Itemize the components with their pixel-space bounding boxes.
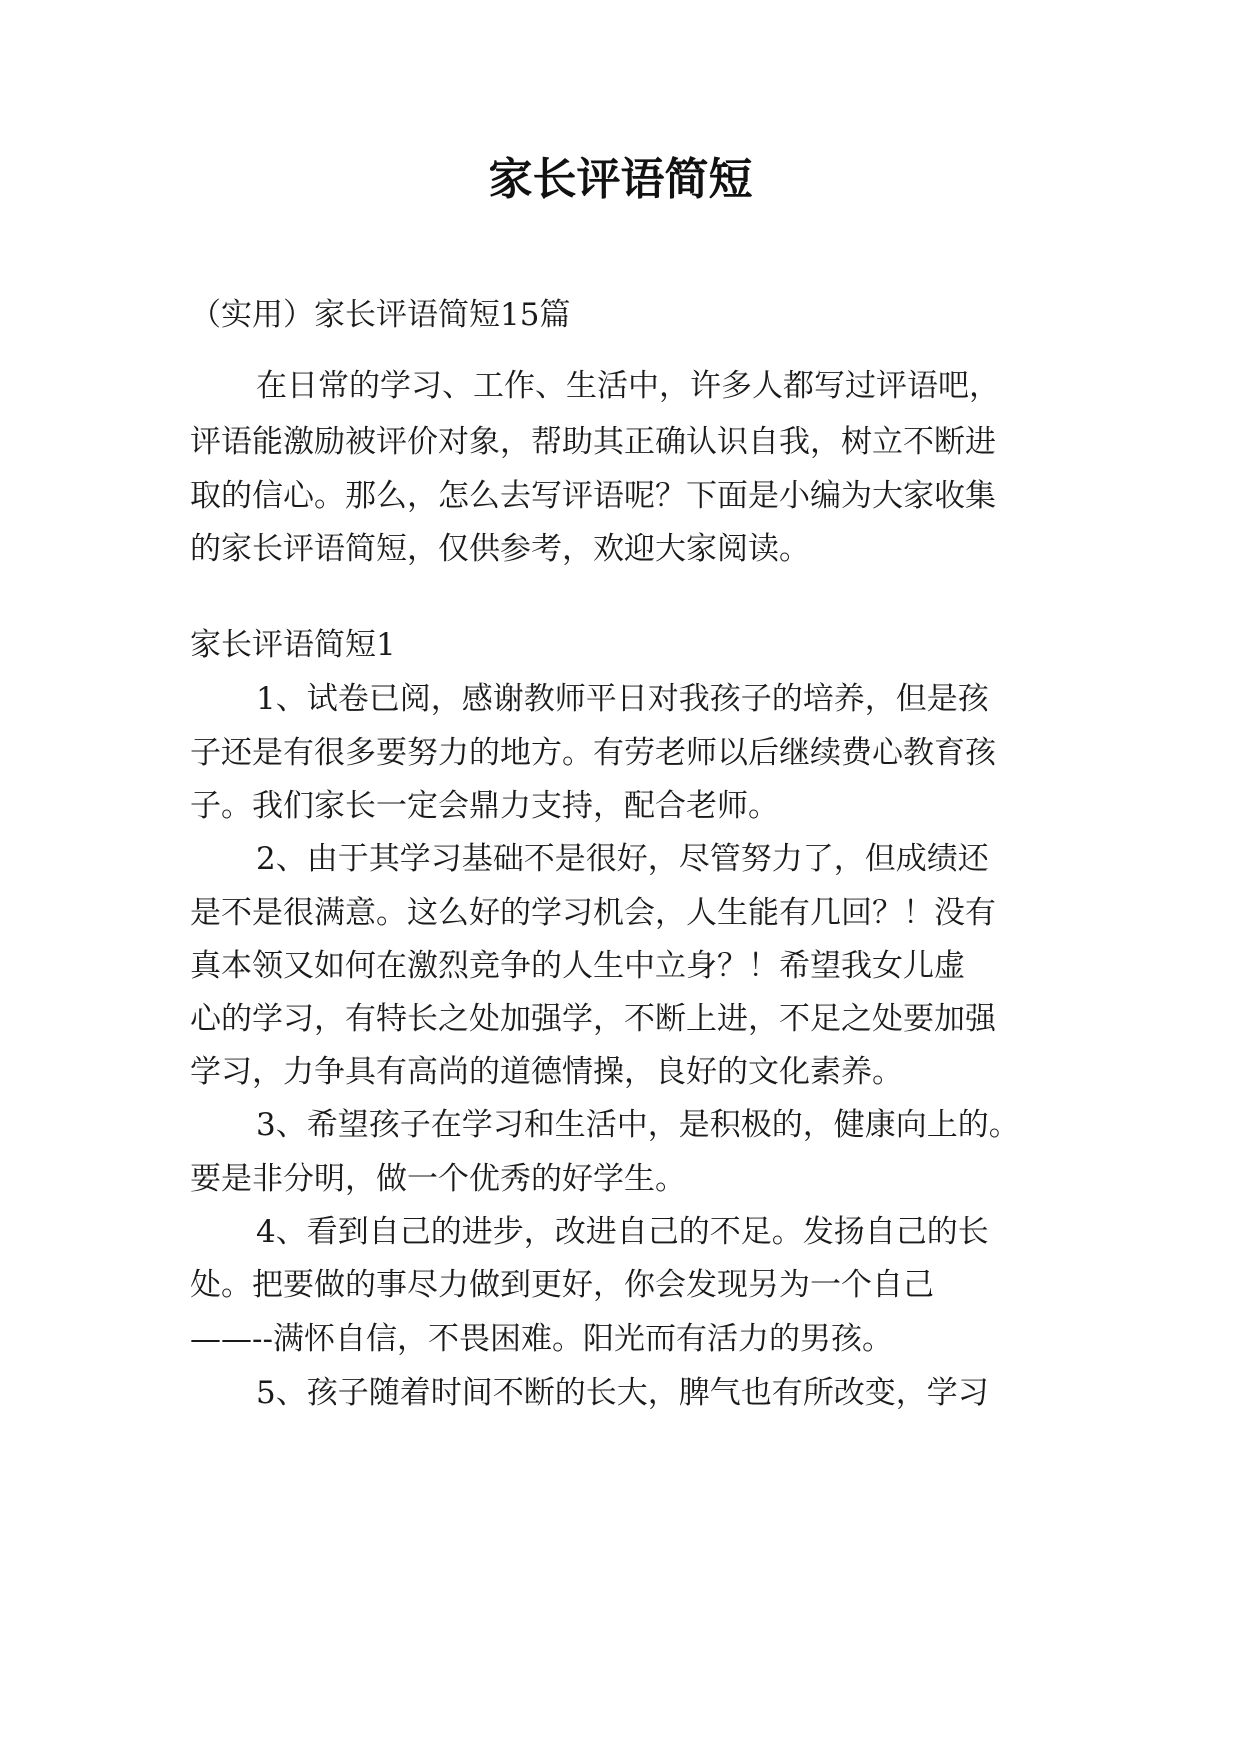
intro-line: 的家长评语简短，仅供参考，欢迎大家阅读。 (190, 531, 810, 567)
document-subtitle: （实用）家长评语简短15篇 (190, 297, 571, 333)
item-line: 4、看到自己的进步，改进自己的不足。发扬自己的长 (256, 1214, 989, 1250)
item-line: 子还是有很多要努力的地方。有劳老师以后继续费心教育孩 (190, 735, 996, 771)
item-line: 1、试卷已阅，感谢教师平日对我孩子的培养，但是孩 (256, 681, 989, 717)
item-line: 心的学习，有特长之处加强学，不断上进，不足之处要加强 (190, 1001, 996, 1037)
item-line: 子。我们家长一定会鼎力支持，配合老师。 (190, 788, 779, 824)
item-line: 学习，力争具有高尚的道德情操，良好的文化素养。 (190, 1054, 903, 1090)
item-line: 2、由于其学习基础不是很好，尽管努力了，但成绩还 (256, 841, 989, 877)
item-line: 要是非分明，做一个优秀的好学生。 (190, 1161, 686, 1197)
document-title: 家长评语简短 (488, 154, 753, 205)
item-line: 3、希望孩子在学习和生活中，是积极的，健康向上的。 (256, 1107, 1020, 1143)
item-line: 真本领又如何在激烈竞争的人生中立身？！希望我女儿虚 (190, 948, 965, 984)
intro-line: 取的信心。那么，怎么去写评语呢？下面是小编为大家收集 (190, 478, 996, 514)
intro-line: 评语能激励被评价对象，帮助其正确认识自我，树立不断进 (190, 424, 996, 460)
intro-line: 在日常的学习、工作、生活中，许多人都写过评语吧， (256, 368, 1000, 404)
item-line: 5、孩子随着时间不断的长大，脾气也有所改变，学习 (256, 1375, 989, 1411)
item-line: 处。把要做的事尽力做到更好，你会发现另为一个自己 (190, 1267, 934, 1303)
item-line: 是不是很满意。这么好的学习机会，人生能有几回？！没有 (190, 895, 996, 931)
item-line: ——--满怀自信，不畏困难。阳光而有活力的男孩。 (190, 1321, 893, 1357)
section-heading: 家长评语简短1 (190, 627, 396, 663)
